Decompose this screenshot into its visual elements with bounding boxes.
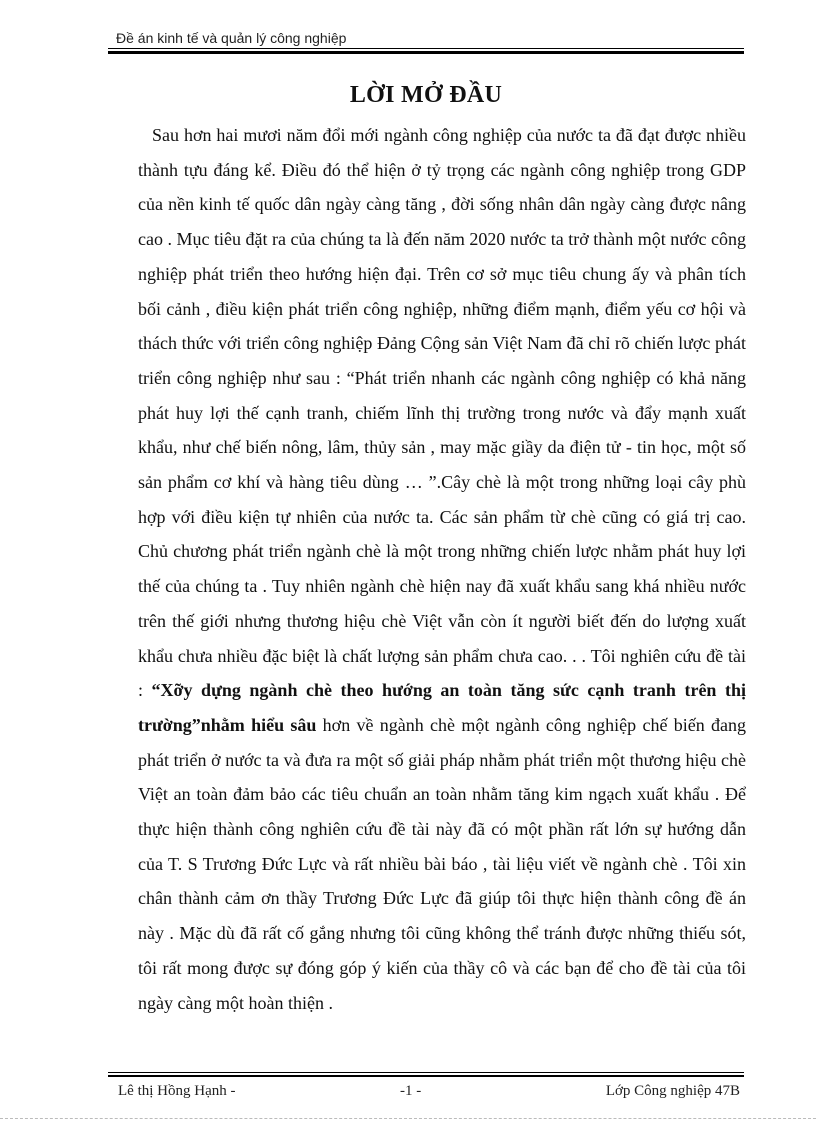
body-bold-topic: “Xỡy dựng ngành chè theo hướng an toàn tăng sức cạnh tranh trên thị trường”nhằm hiểu sâu bbox=[138, 680, 746, 735]
header-divider bbox=[108, 48, 744, 49]
page-bottom-edge bbox=[0, 1118, 816, 1119]
footer-divider bbox=[108, 1072, 744, 1073]
body-part-2: hơn về ngành chè một ngành công nghiệp chế biến đang phát triển ở nước ta và đưa ra một số giải pháp nhằm phát triển một thương hiệu chè Việt an toàn đảm bảo các tiêu chuẩn an toàn nhằm tăng kim ngạch xuất khẩu . Để thực hiện thành công nghiên cứu đề tài này đã có một phần rất lớn sự hướng dẫn của T. S Trương Đức Lực và rất nhiều bài báo , tài liệu viết về ngành chè . Tôi xin chân thành cảm ơn thầy Trương Đức Lực đã giúp tôi thực hiện thành công đề án này . Mặc dù đã rất cố gắng nhưng tôi cũng không thể tránh được những thiếu sót, tôi rất mong được sự đóng góp ý kiến của thầy cô và các bạn để cho đề tài của tôi ngày càng một hoàn thiện . bbox=[138, 714, 746, 1013]
page-header bbox=[108, 30, 744, 46]
body-text bbox=[138, 118, 746, 1020]
body-part-1: Sau hơn hai mươi năm đổi mới ngành công nghiệp của nước ta đã đạt được nhiều thành tựu đáng kể. Điều đó thể hiện ở tỷ trọng các ngành công nghiệp trong GDP của nền kinh tế quốc dân ngày càng tăng , đời sống nhân dân ngày càng được nâng cao . Mục tiêu đặt ra của chúng ta là đến năm 2020 nước ta trở thành một nước công nghiệp phát triển theo hướng hiện đại. Trên cơ sở mục tiêu chung ấy và phân tích bối cảnh , điều kiện phát triển công nghiệp, những điểm mạnh, điểm yếu cơ hội và thách thức với triển công nghiệp Đảng Cộng sản Việt Nam đã chỉ rõ chiến lược phát triển công nghiệp như sau : “Phát triển nhanh các ngành công nghiệp có khả năng phát huy lợi thế cạnh tranh, chiếm lĩnh thị trường trong nước và đẩy mạnh xuất khẩu, như chế biến nông, lâm, thủy sản , may mặc giầy da điện tử - tin học, một số sản phẩm cơ khí và hàng tiêu dùng … ”.Cây chè là một trong những loại cây phù hợp với điều kiện tự nhiên của nước ta. Các sản phẩm từ chè cũng có giá trị cao. Chủ chương phát triển ngành chè là một trong những chiến lược nhằm phát huy lợi thế của chúng ta . Tuy nhiên ngành chè hiện nay đã xuất khẩu sang khá nhiều nước trên thế giới nhưng thương hiệu chè Việt vẫn còn ít người biết đến do lượng xuất khẩu chưa nhiều đặc biệt là chất lượng sản phẩm chưa cao. . . Tôi nghiên cứu đề tài : bbox=[138, 125, 746, 701]
page-footer bbox=[108, 1083, 744, 1103]
footer-divider-thick bbox=[108, 1075, 744, 1077]
header-divider-thick bbox=[108, 51, 744, 54]
footer-page-number: -1 - bbox=[400, 1083, 422, 1099]
page-title: LỜI MỞ ĐẦU bbox=[349, 82, 503, 108]
footer-author: Lê thị Hồng Hạnh - bbox=[118, 1083, 236, 1099]
footer-class: Lớp Công nghiệp 47B bbox=[605, 1083, 740, 1099]
document-page bbox=[108, 0, 744, 1123]
body-paragraph bbox=[138, 118, 746, 1020]
header-text: Đề án kinh tế và quản lý công nghiệp bbox=[116, 30, 347, 46]
